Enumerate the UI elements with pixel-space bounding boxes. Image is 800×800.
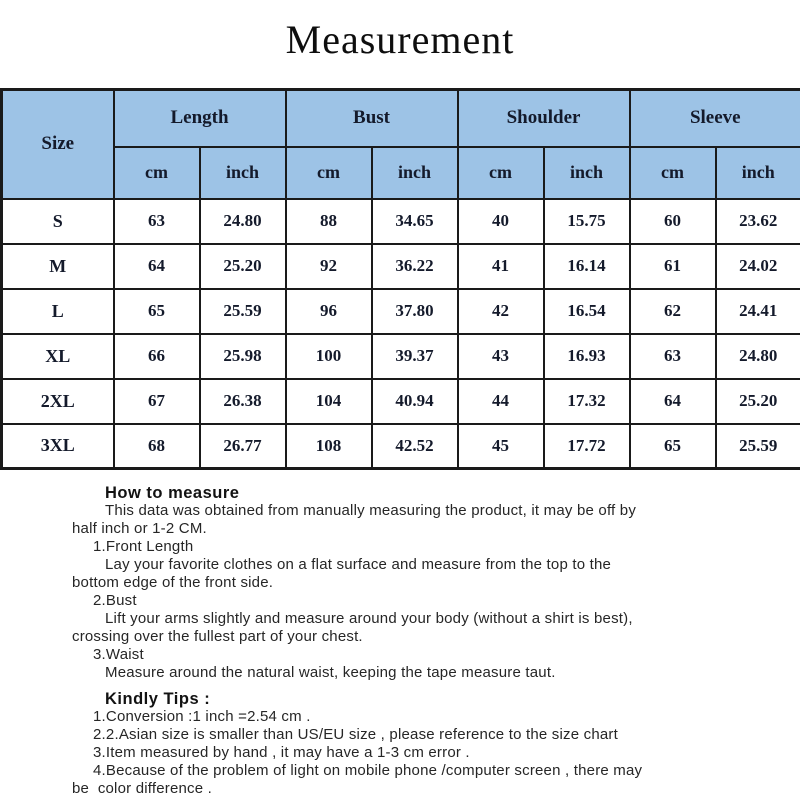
value-cell: 37.80 xyxy=(372,289,458,334)
measurement-table xyxy=(0,88,800,470)
value-cell: 41 xyxy=(458,244,544,289)
value-cell: 63 xyxy=(630,334,716,379)
text-line: 4.Because of the problem of light on mobile phone /computer screen , there may xyxy=(93,762,643,779)
text-line: 2.Bust xyxy=(93,592,137,609)
value-cell: 43 xyxy=(458,334,544,379)
header-unit-row xyxy=(2,147,800,199)
value-cell: 25.98 xyxy=(200,334,286,379)
unit-header-sleeve-cm: cm xyxy=(630,147,716,199)
table-body xyxy=(2,199,800,469)
size-cell: L xyxy=(2,289,114,334)
unit-header-length-inch: inch xyxy=(200,147,286,199)
unit-header-sleeve-inch: inch xyxy=(716,147,800,199)
table-row xyxy=(2,424,800,469)
value-cell: 45 xyxy=(458,424,544,469)
value-cell: 64 xyxy=(630,379,716,424)
size-cell: M xyxy=(2,244,114,289)
value-cell: 42.52 xyxy=(372,424,458,469)
value-cell: 65 xyxy=(114,289,200,334)
value-cell: 39.37 xyxy=(372,334,458,379)
table-header xyxy=(2,90,800,199)
text-line: 3.Item measured by hand , it may have a 1-3 cm error . xyxy=(93,744,470,761)
value-cell: 34.65 xyxy=(372,199,458,244)
group-header-sleeve: Sleeve xyxy=(630,90,800,147)
text-line: crossing over the fullest part of your chest. xyxy=(72,628,363,645)
kindly-tips-lines xyxy=(0,708,800,798)
unit-header-shoulder-inch: inch xyxy=(544,147,630,199)
value-cell: 40 xyxy=(458,199,544,244)
value-cell: 36.22 xyxy=(372,244,458,289)
size-cell: XL xyxy=(2,334,114,379)
value-cell: 24.80 xyxy=(200,199,286,244)
value-cell: 26.77 xyxy=(200,424,286,469)
size-cell: 2XL xyxy=(2,379,114,424)
value-cell: 16.93 xyxy=(544,334,630,379)
value-cell: 44 xyxy=(458,379,544,424)
page-title: Measurement xyxy=(285,17,515,62)
how-to-measure-lines xyxy=(0,502,800,682)
size-cell: S xyxy=(2,199,114,244)
group-header-bust: Bust xyxy=(286,90,458,147)
text-line: Measure around the natural waist, keeping the tape measure taut. xyxy=(105,664,556,681)
value-cell: 88 xyxy=(286,199,372,244)
value-cell: 23.62 xyxy=(716,199,800,244)
how-to-measure-section xyxy=(0,484,800,682)
value-cell: 16.54 xyxy=(544,289,630,334)
value-cell: 40.94 xyxy=(372,379,458,424)
group-header-length: Length xyxy=(114,90,286,147)
text-line: be color difference . xyxy=(72,780,213,797)
text-line: Lift your arms slightly and measure around your body (without a shirt is best), xyxy=(105,610,633,627)
unit-header-length-cm: cm xyxy=(114,147,200,199)
value-cell: 61 xyxy=(630,244,716,289)
value-cell: 66 xyxy=(114,334,200,379)
table-row xyxy=(2,334,800,379)
unit-header-shoulder-cm: cm xyxy=(458,147,544,199)
table-row xyxy=(2,289,800,334)
value-cell: 68 xyxy=(114,424,200,469)
text-line: This data was obtained from manually measuring the product, it may be off by xyxy=(105,502,637,519)
table-row xyxy=(2,199,800,244)
value-cell: 25.59 xyxy=(200,289,286,334)
value-cell: 67 xyxy=(114,379,200,424)
value-cell: 96 xyxy=(286,289,372,334)
text-line: 2.2.Asian size is smaller than US/EU size , please reference to the size chart xyxy=(93,726,618,743)
value-cell: 64 xyxy=(114,244,200,289)
how-to-measure-heading: How to measure xyxy=(105,484,240,502)
size-column-header: Size xyxy=(2,90,114,199)
value-cell: 24.80 xyxy=(716,334,800,379)
group-header-shoulder: Shoulder xyxy=(458,90,630,147)
value-cell: 100 xyxy=(286,334,372,379)
value-cell: 24.41 xyxy=(716,289,800,334)
value-cell: 24.02 xyxy=(716,244,800,289)
text-line: 1.Conversion :1 inch =2.54 cm . xyxy=(93,708,311,725)
value-cell: 15.75 xyxy=(544,199,630,244)
unit-header-bust-cm: cm xyxy=(286,147,372,199)
value-cell: 17.72 xyxy=(544,424,630,469)
size-cell: 3XL xyxy=(2,424,114,469)
table-row xyxy=(2,379,800,424)
value-cell: 108 xyxy=(286,424,372,469)
text-line: 3.Waist xyxy=(93,646,144,663)
value-cell: 26.38 xyxy=(200,379,286,424)
value-cell: 25.20 xyxy=(200,244,286,289)
value-cell: 60 xyxy=(630,199,716,244)
text-line: half inch or 1-2 CM. xyxy=(72,520,207,537)
text-line: Lay your favorite clothes on a flat surface and measure from the top to the xyxy=(105,556,612,573)
value-cell: 62 xyxy=(630,289,716,334)
table-row xyxy=(2,244,800,289)
kindly-tips-heading: Kindly Tips : xyxy=(105,690,211,708)
text-line: 1.Front Length xyxy=(93,538,194,555)
value-cell: 42 xyxy=(458,289,544,334)
value-cell: 92 xyxy=(286,244,372,289)
text-line: bottom edge of the front side. xyxy=(72,574,274,591)
value-cell: 25.59 xyxy=(716,424,800,469)
header-group-row xyxy=(2,90,800,147)
value-cell: 65 xyxy=(630,424,716,469)
kindly-tips-section xyxy=(0,690,800,798)
value-cell: 17.32 xyxy=(544,379,630,424)
value-cell: 25.20 xyxy=(716,379,800,424)
unit-header-bust-inch: inch xyxy=(372,147,458,199)
value-cell: 16.14 xyxy=(544,244,630,289)
value-cell: 63 xyxy=(114,199,200,244)
notes-block xyxy=(0,484,800,798)
value-cell: 104 xyxy=(286,379,372,424)
